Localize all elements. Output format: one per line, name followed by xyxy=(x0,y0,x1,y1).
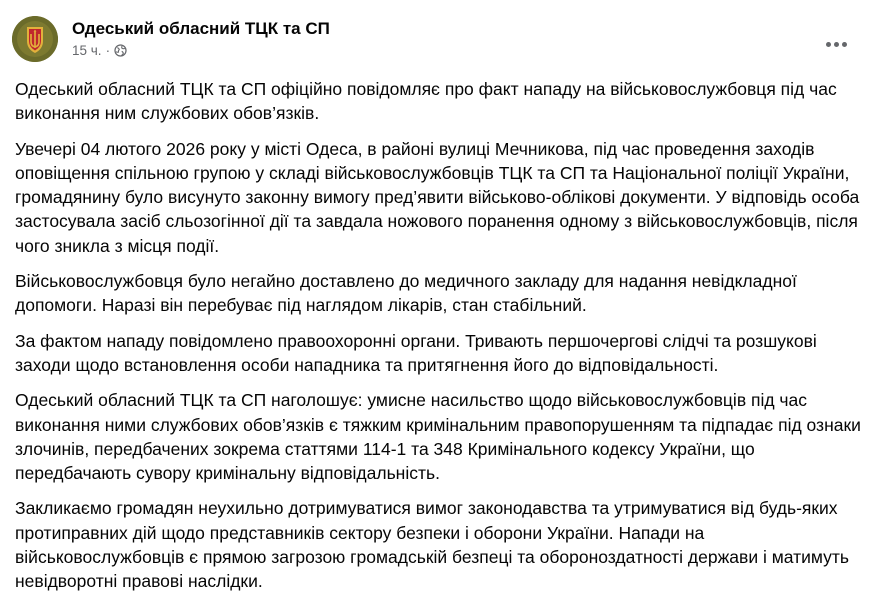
meta-separator: · xyxy=(105,43,111,58)
more-options-button[interactable] xyxy=(818,26,854,62)
post-meta xyxy=(72,43,127,58)
globe-icon[interactable] xyxy=(114,44,127,57)
post-paragraph: Одеський обласний ТЦК та СП офіційно повідомляє про факт нападу на військовослужбовця під час виконання ним службових обов’язків. xyxy=(15,79,837,124)
post-paragraph: Увечері 04 лютого 2026 року у місті Одеса, в районі вулиці Мечникова, під час проведення заходів оповіщення спільною групою у складі військовослужбовців ТЦК та СП та Національної поліції України, громадянину було висунуто законну вимогу пред’явити військово-облікові документи. У відповідь особа застосувала засіб сльозогінної дії та завдала ножового поранення одному з військовослужбовців, після чого зникла з місця події. xyxy=(15,138,860,256)
post-paragraph: Закликаємо громадян неухильно дотримуватися вимог законодавства та утримуватися від будь-яких протиправних дій щодо представників сектору безпеки і оборони України. Напади на військовослужбовців є прямою загрозою громадській безпеці та обороноздатності держави і матимуть невідворотні правові наслідки. xyxy=(15,498,849,592)
post-paragraph: За фактом нападу повідомлено правоохоронні органи. Тривають першочергові слідчі та розшукові заходи щодо встановлення особи нападника та притягнення його до відповідальності. xyxy=(15,330,817,375)
more-dots-icon xyxy=(834,42,839,47)
post-body xyxy=(15,77,863,605)
post-header xyxy=(12,12,858,68)
post-paragraph: Військовослужбовця було негайно доставлено до медичного закладу для надання невідкладної допомоги. Наразі він перебуває під наглядом лікарів, стан стабільний. xyxy=(15,271,797,316)
emblem-icon xyxy=(12,16,58,62)
page-name[interactable]: Одеський обласний ТЦК та СП xyxy=(72,19,330,38)
more-dots-icon xyxy=(826,42,831,47)
post-time[interactable]: 15 ч. xyxy=(72,43,102,58)
more-dots-icon xyxy=(842,42,847,47)
post-paragraph: Одеський обласний ТЦК та СП наголошує: умисне насильство щодо військовослужбовців під час виконання ними службових обов’язків є тяжким кримінальним правопорушенням та підпадає під ознаки злочинів, передбачених зокрема статтями 114-1 та 348 Кримінального кодексу України, що передбачають сувору кримінальну відповідальність. xyxy=(15,390,861,484)
page-avatar[interactable] xyxy=(12,16,58,62)
